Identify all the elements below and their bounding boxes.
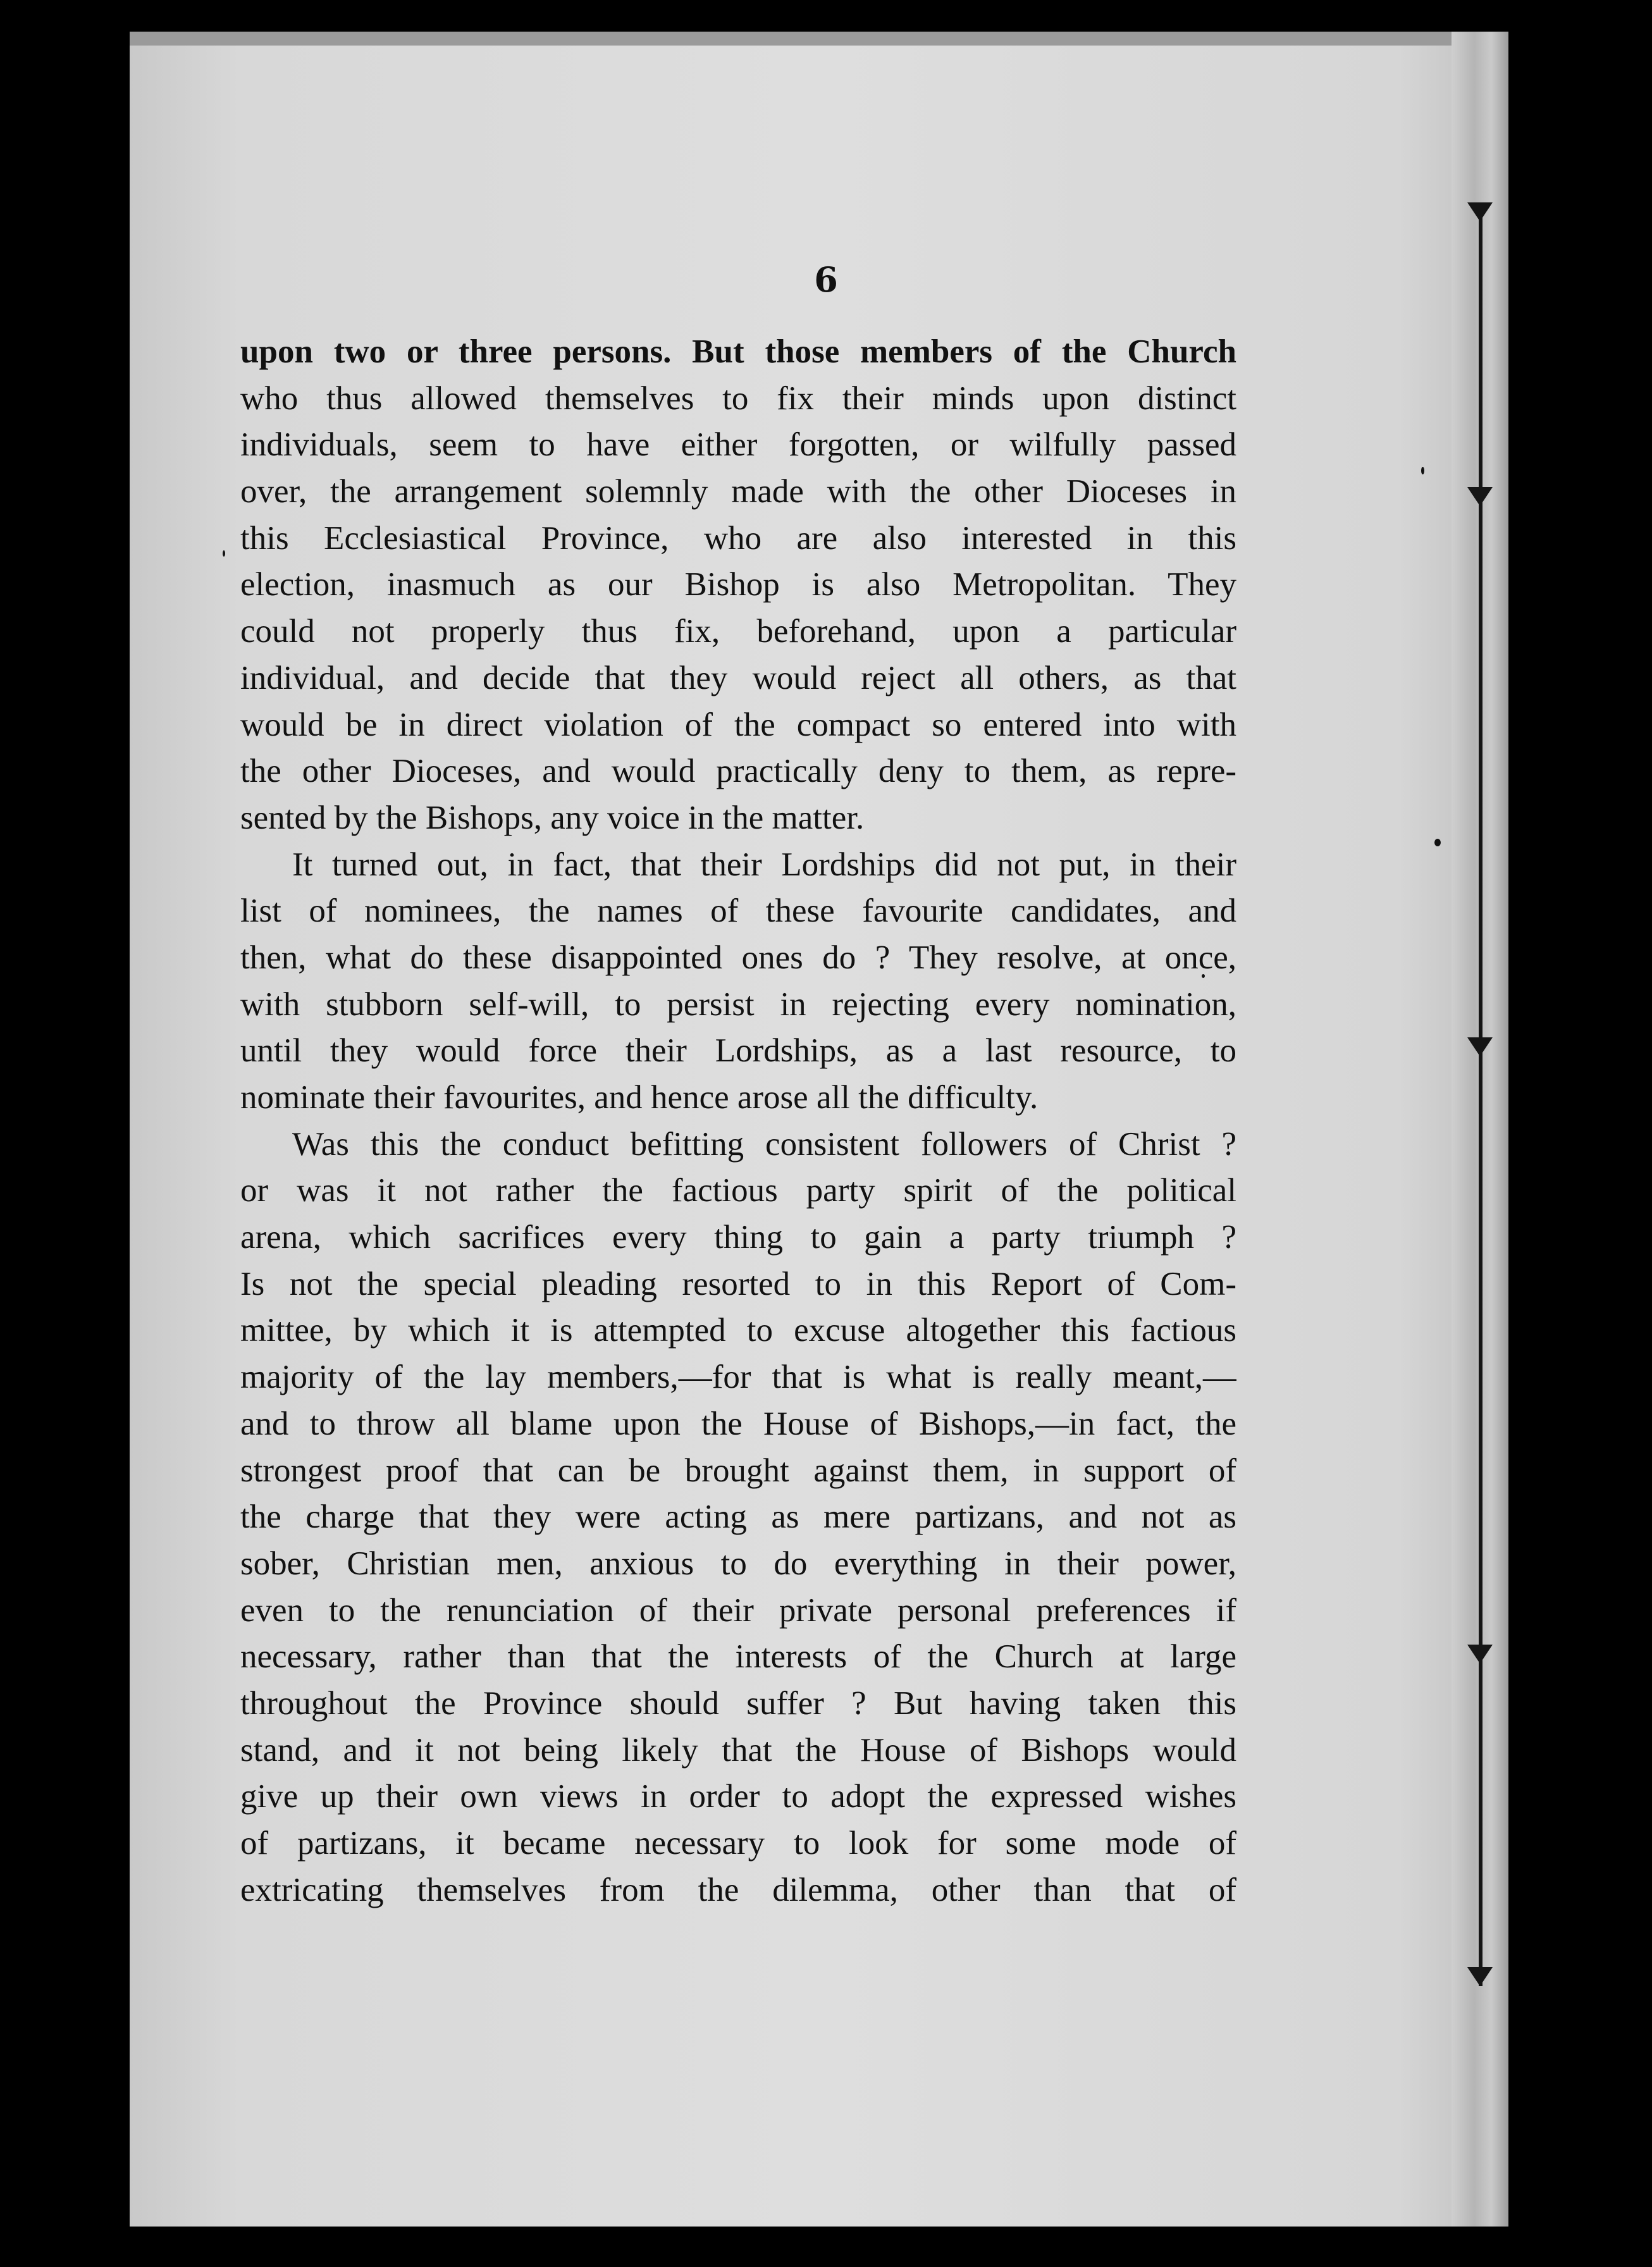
text-line: with stubborn self-will, to persist in rejecting every nomination, — [240, 985, 1236, 1023]
text-line: then, what do these disappointed ones do ? They resolve, at once, — [240, 939, 1236, 976]
text-line: the other Dioceses, and would practically deny to them, as repre- — [240, 753, 1236, 790]
text-line: stand, and it not being likely that the House of Bishops would — [240, 1731, 1236, 1769]
text-line: sented by the Bishops, any voice in the matter. — [240, 799, 865, 836]
text-line: sober, Christian men, anxious to do everything in their power, — [240, 1545, 1236, 1582]
scan-speck — [1421, 467, 1424, 474]
text-line: It turned out, in fact, that their Lordships did not put, in their — [292, 846, 1236, 883]
text-line: Was this the conduct befitting consistent followers of Christ ? — [292, 1125, 1236, 1163]
text-line: individuals, seem to have either forgotten, or wilfully passed — [240, 426, 1236, 464]
text-line: would be in direct violation of the compact so entered into with — [240, 706, 1236, 743]
text-line: nominate their favourites, and hence arose all the difficulty. — [240, 1079, 1039, 1116]
scan-speck — [1434, 839, 1441, 846]
text-line: throughout the Province should suffer ? But having taken this — [240, 1684, 1236, 1722]
page-number: 6 — [814, 259, 838, 300]
text-line: strongest proof that can be brought against them, in support of — [240, 1452, 1236, 1489]
text-line: even to the renunciation of their private personal preferences if — [240, 1591, 1236, 1629]
text-line: who thus allowed themselves to fix their minds upon distinct — [240, 380, 1236, 417]
text-line: this Ecclesiastical Province, who are also interested in this — [240, 519, 1236, 557]
text-line: mittee, by which it is attempted to excuse altogether this factious — [240, 1312, 1236, 1349]
stitch-mark — [1467, 1037, 1493, 1056]
text-line: until they would force their Lordships, as a last resource, to — [240, 1032, 1236, 1070]
stitch-mark — [1467, 202, 1493, 221]
text-line: list of nominees, the names of these favourite candidates, and — [240, 893, 1236, 930]
text-line: and to throw all blame upon the House of Bishops,—in fact, the — [240, 1405, 1236, 1442]
scan-speck — [223, 550, 225, 557]
stitch-mark — [1467, 1967, 1493, 1986]
text-line: of partizans, it became necessary to look for some mode of — [240, 1825, 1236, 1862]
stitch-mark — [1467, 1645, 1493, 1664]
text-line: could not properly thus fix, beforehand, upon a particular — [240, 613, 1236, 650]
text-line: necessary, rather than that the interests of the Church at large — [240, 1638, 1236, 1676]
text-line: individual, and decide that they would reject all others, as that — [240, 659, 1236, 696]
page-top-shadow — [130, 32, 1508, 46]
text-line: over, the arrangement solemnly made with the other Dioceses in — [240, 473, 1236, 510]
text-line: Is not the special pleading resorted to in this Report of Com- — [240, 1265, 1236, 1302]
stitch-mark — [1467, 487, 1493, 506]
text-line: or was it not rather the factious party spirit of the political — [240, 1172, 1236, 1209]
binding-thread — [1479, 202, 1482, 1986]
text-line: election, inasmuch as our Bishop is also Metropolitan. They — [240, 566, 1236, 603]
body-text — [240, 329, 1236, 1913]
binding-stitch — [1474, 202, 1486, 1986]
text-line: arena, which sacrifices every thing to gain a party triumph ? — [240, 1219, 1236, 1256]
text-line: upon two or three persons. But those members of the Church — [240, 333, 1236, 370]
text-line: give up their own views in order to adopt the expressed wishes — [240, 1778, 1236, 1815]
text-line: extricating themselves from the dilemma, other than that of — [240, 1871, 1236, 1908]
text-line: the charge that they were acting as mere partizans, and not as — [240, 1498, 1236, 1536]
text-line: majority of the lay members,—for that is what is really meant,— — [240, 1359, 1236, 1396]
